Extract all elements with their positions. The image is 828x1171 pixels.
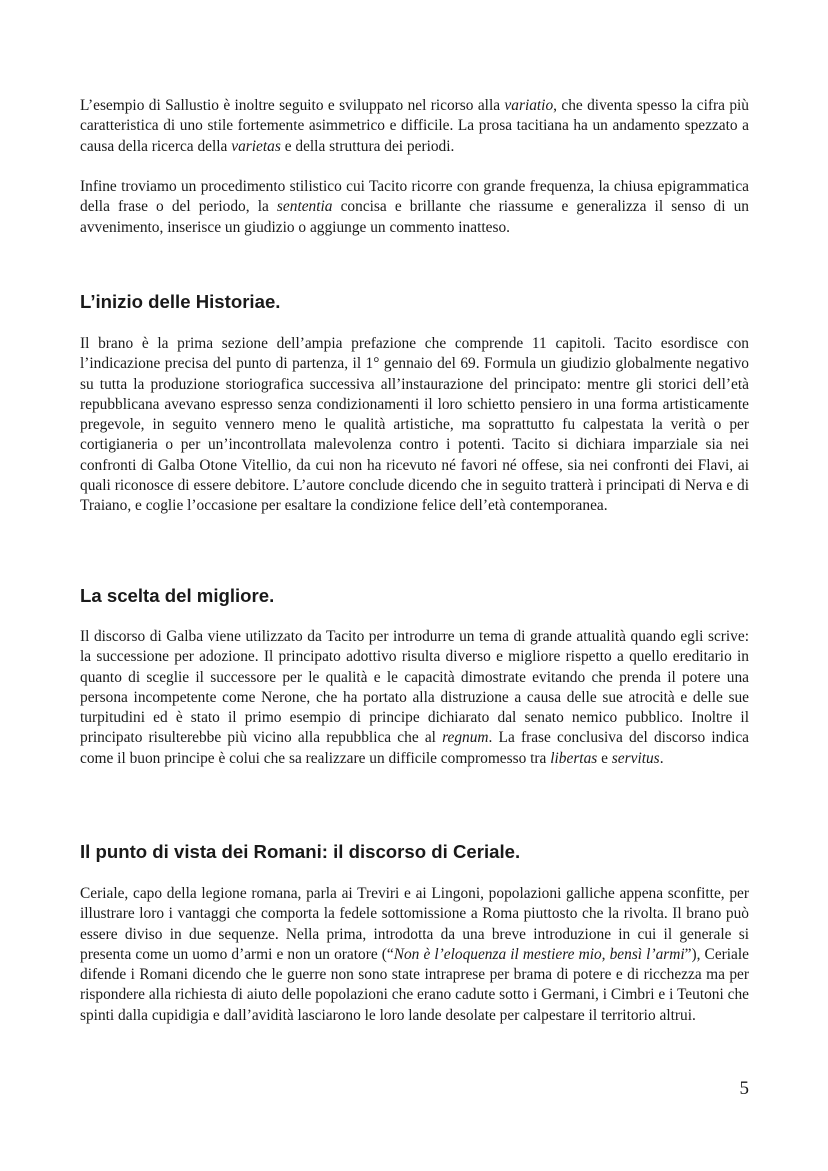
italic-term-servitus: servitus [611, 749, 660, 767]
paragraph-variatio [80, 96, 749, 157]
text-run: Il brano è la prima sezione dell’ampia prefazione che comprende 11 capitoli. Tacito esordisce con l’indicazione precisa del punto di partenza, il 1° gennaio del 69. Formula un giudizio globalmente negativo su tutta la produzione storiografica successiva all’instaurazione del principato: mentre gli storici dell’età repubblicana avevano espresso senza condizionamenti il loro schietto pensiero in una forma artisticamente pregevole, in seguito vennero meno le qualità artistiche, ma soprattutto fu calpestata la verità o per cortigianeria o per un’incontrollata malevolenza contro i potenti. Tacito si dichiara imparziale sia nei confronti di Galba Otone Vitellio, da cui non ha ricevuto né favori né offese, sia nei confronti dei Flavi, ai quali riconosce di essere debitore. L’autore conclude dicendo che in seguito tratterà i principati di Nerva e di Traiano, e coglie l’occasione per esaltare la condizione felice dell’età contemporanea. [80, 335, 749, 515]
section-heading-scelta-migliore: La scelta del migliore. [80, 585, 275, 606]
text-run: Ceriale, capo della legione romana, parla ai Treviri e ai Lingoni, popolazioni galliche appena sconfitte, per illustrare loro i vantaggi che comporta la fedele sottomissione a Roma piuttosto che la rivolta. Il brano può essere diviso in due sequenze. Nella prima, introdotta da una breve introduzione in cui il generale si presenta come un uomo d’armi e non un oratore (“ [80, 885, 749, 963]
page-number: 5 [739, 1078, 749, 1099]
paragraph-sententia [80, 177, 749, 238]
text-run: Infine troviamo un procedimento stilistico cui Tacito ricorre con grande frequenza, la chiusa epigrammatica della frase o del periodo, la [80, 178, 749, 216]
text-run: ”), Ceriale difende i Romani dicendo che le guerre non sono state intraprese per brama di potere e di ricchezza ma per rispondere alla richiesta di aiuto delle popolazioni che erano cadute sotto i Germani, i Cimbri e i Teutoni che spinti dalla cupidigia e dall’avidità lasciarono le loro lande desolate per calpestare il territorio altrui. [80, 945, 749, 1024]
italic-term-libertas: libertas [550, 749, 598, 767]
text-run: e della struttura dei periodi. [280, 137, 455, 155]
text-run: Il discorso di Galba viene utilizzato da Tacito per introdurre un tema di grande attualità quando egli scrive: la successione per adozione. Il principato adottivo risulta diverso e migliore rispetto a quello ereditario in quanto di sceglie il successore per le qualità e le capacità dimostrate evitando che prenda il potere una persona incompetente come Nerone, che ha portato alla distruzione a causa delle sue atrocità e delle sue turpitudini ed è stato il primo esempio di principe dichiarato dal senato nemico pubblico. Inoltre il principato risulterebbe più vicino alla repubblica che al [80, 628, 749, 747]
paragraph-ceriale [80, 884, 749, 1026]
italic-term-regnum: regnum [442, 729, 489, 747]
text-run: L’esempio di Sallustio è inoltre seguito e sviluppato nel ricorso alla [80, 97, 505, 114]
paragraph-historiae [80, 334, 749, 517]
text-run: , che diventa spesso la cifra più caratteristica di uno stile fortemente asimmetrico e difficile. La prosa tacitiana ha un andamento spezzato a causa della ricerca della [80, 97, 750, 155]
paragraph-scelta-migliore [80, 627, 749, 769]
italic-term-sententia: sententia [276, 198, 333, 216]
text-run: e [597, 749, 612, 767]
text-run: . [659, 749, 664, 767]
section-heading-historiae: L’inizio delle Historiae. [80, 291, 281, 312]
italic-term-varietas: varietas [231, 137, 281, 155]
section-heading-ceriale: Il punto di vista dei Romani: il discorso di Ceriale. [80, 841, 521, 862]
italic-quote: Non è l’eloquenza il mestiere mio, bensì l’armi [393, 945, 685, 963]
text-run: concisa e brillante che riassume e generalizza il senso di un avvenimento, inserisce un giudizio o aggiunge un commento inatteso. [80, 198, 749, 236]
text-run: . La frase conclusiva del discorso indica come il buon principe è colui che sa realizzare un difficile compromesso tra [80, 729, 750, 767]
italic-term-variatio: variatio [504, 97, 554, 114]
